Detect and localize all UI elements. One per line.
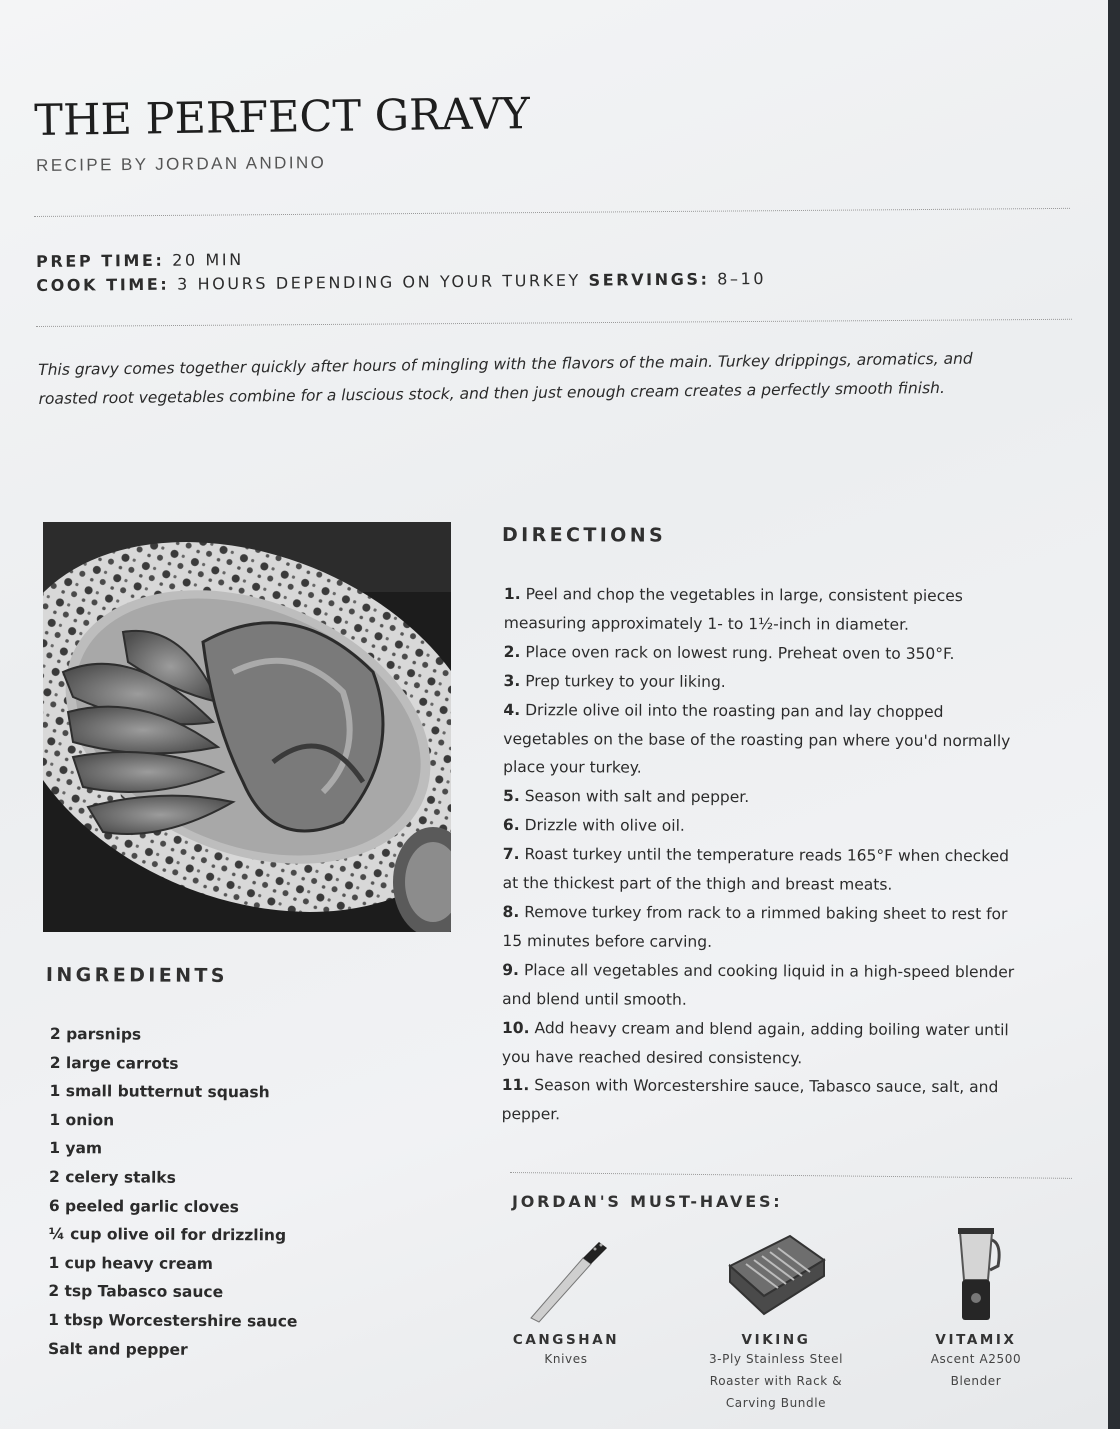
step-text: measuring approximately 1- to 1½-inch in diameter. (503, 613, 910, 634)
step-text: Peel and chop the vegetables in large, consistent pieces (525, 585, 963, 606)
direction-line (502, 1100, 1072, 1131)
direction-step (504, 580, 1074, 640)
product-desc: Knives (544, 1352, 588, 1366)
step-number: 5. (503, 787, 520, 806)
step-number: 7. (502, 845, 520, 864)
step-number: 9. (502, 960, 520, 979)
direction-line (502, 985, 1072, 1016)
directions-list (502, 580, 1074, 1132)
direction-line (503, 753, 1073, 784)
direction-step (503, 782, 1073, 813)
cook-time-label: COOK TIME: (36, 274, 170, 295)
direction-step (503, 840, 1073, 900)
step-text: at the thickest part of the thigh and breast meats. (502, 874, 893, 894)
direction-line (502, 927, 1072, 958)
product-brand: CANGSHAN (512, 1332, 620, 1348)
product-desc: Carving Bundle (725, 1396, 827, 1410)
step-number: 11. (501, 1076, 530, 1095)
step-text: place your turkey. (503, 758, 642, 778)
step-text: Place oven rack on lowest rung. Preheat oven to 350°F. (525, 642, 955, 663)
step-text: Season with Worcestershire sauce, Tabasco sauce, salt, and (534, 1076, 999, 1097)
step-text: Prep turkey to your liking. (525, 671, 726, 691)
direction-step (503, 696, 1073, 785)
ingredient-item: 2 parsnips (49, 1024, 142, 1044)
direction-line (503, 782, 1073, 813)
step-text: vegetables on the base of the roasting pan where you'd normally (503, 729, 1011, 750)
direction-line (503, 811, 1073, 842)
ingredient-item: 1 tbsp Worcestershire sauce (48, 1310, 298, 1331)
direction-line (503, 840, 1073, 871)
recipe-intro (38, 344, 1059, 414)
ingredient-item: 2 celery stalks (48, 1167, 176, 1187)
step-text: Add heavy cream and blend again, adding boiling water until (534, 1018, 1009, 1039)
step-text: you have reached desired consistency. (501, 1047, 803, 1067)
cook-time-value: 3 HOURS DEPENDING ON YOUR TURKEY (176, 270, 581, 294)
divider (34, 208, 1070, 217)
ingredient-item: ¼ cup olive oil for drizzling (48, 1225, 287, 1245)
direction-line (502, 1042, 1072, 1073)
ingredient-item: Salt and pepper (47, 1339, 188, 1359)
step-number: 8. (502, 902, 520, 922)
step-text: Roast turkey until the temperature reads 165°F when checked (524, 845, 1010, 866)
direction-line (502, 1071, 1072, 1102)
intro-line: This gravy comes together quickly after hours of mingling with the flavors of the main. Turkey drippings, aromatics, and (38, 349, 973, 379)
step-number: 10. (502, 1018, 530, 1037)
step-number: 6. (502, 816, 520, 835)
ingredient-item: 2 large carrots (49, 1053, 179, 1073)
product-viking (690, 1226, 862, 1414)
direction-step (503, 811, 1073, 842)
direction-line (504, 609, 1074, 640)
step-text: 15 minutes before carving. (502, 931, 713, 951)
product-desc: Blender (950, 1374, 1002, 1388)
directions-heading: DIRECTIONS (501, 524, 667, 547)
ingredient-item: 1 yam (49, 1139, 103, 1158)
direction-line (502, 956, 1072, 987)
step-number: 1. (503, 584, 521, 604)
direction-line (504, 638, 1074, 669)
step-text: Season with salt and pepper. (524, 787, 750, 807)
ingredient-item: 1 small butternut squash (49, 1082, 270, 1102)
direction-line (503, 696, 1073, 727)
direction-line (504, 580, 1074, 611)
recipe-title: THE PERFECT GRAVY (34, 89, 531, 146)
step-text: Remove turkey from rack to a rimmed baking sheet to rest for (524, 903, 1008, 924)
knife-icon (521, 1236, 611, 1326)
divider (510, 1172, 1072, 1179)
prep-time-label: PREP TIME: (36, 250, 165, 271)
intro-line: roasted root vegetables combine for a luscious stock, and then just enough cream creates a perfectly smooth finish. (38, 378, 945, 408)
direction-line (503, 667, 1073, 698)
ingredient-item: 1 onion (49, 1110, 115, 1130)
ingredient-item: 6 peeled garlic cloves (48, 1196, 239, 1216)
turkey-photo (43, 522, 451, 932)
step-text: Drizzle with olive oil. (524, 816, 685, 836)
recipe-times (36, 243, 766, 298)
product-vitamix (906, 1226, 1046, 1392)
ingredient-item: 2 tsp Tabasco sauce (48, 1282, 224, 1302)
step-number: 3. (503, 671, 521, 690)
product-brand: VITAMIX (935, 1332, 1017, 1348)
direction-line (502, 1014, 1072, 1045)
direction-step (502, 956, 1072, 1016)
prep-time-value: 20 MIN (172, 250, 244, 270)
recipe-byline: RECIPE BY JORDAN ANDINO (36, 152, 327, 175)
servings-value: 8–10 (717, 268, 767, 289)
servings-label: SERVINGS: (588, 269, 710, 290)
ingredient-item: 1 cup heavy cream (48, 1253, 214, 1273)
roaster-icon (720, 1226, 832, 1326)
step-text: pepper. (501, 1105, 561, 1124)
direction-step (502, 898, 1072, 958)
step-number: 4. (503, 700, 521, 719)
direction-step (502, 1014, 1072, 1074)
turkey-platter-image (43, 522, 451, 932)
product-cangshan (496, 1236, 636, 1370)
step-text: Place all vegetables and cooking liquid in a high-speed blender (523, 960, 1015, 982)
product-brand: VIKING (741, 1332, 811, 1348)
product-desc: Ascent A2500 (930, 1352, 1022, 1366)
product-desc: Roaster with Rack & (709, 1374, 843, 1388)
blender-icon (946, 1226, 1006, 1326)
direction-step (502, 1071, 1072, 1131)
direction-step (504, 638, 1074, 669)
direction-line (502, 898, 1072, 929)
ingredients-heading: INGREDIENTS (45, 964, 228, 987)
step-number: 2. (503, 642, 521, 661)
divider (36, 319, 1072, 327)
ingredients-list (48, 1020, 299, 1365)
direction-step (503, 667, 1073, 698)
direction-line (503, 869, 1073, 900)
direction-line (503, 725, 1073, 756)
must-haves-heading: JORDAN'S MUST-HAVES: (512, 1192, 783, 1211)
step-text: and blend until smooth. (502, 989, 687, 1009)
step-text: Drizzle olive oil into the roasting pan and lay chopped (525, 700, 944, 721)
product-desc: 3-Ply Stainless Steel (708, 1352, 844, 1366)
